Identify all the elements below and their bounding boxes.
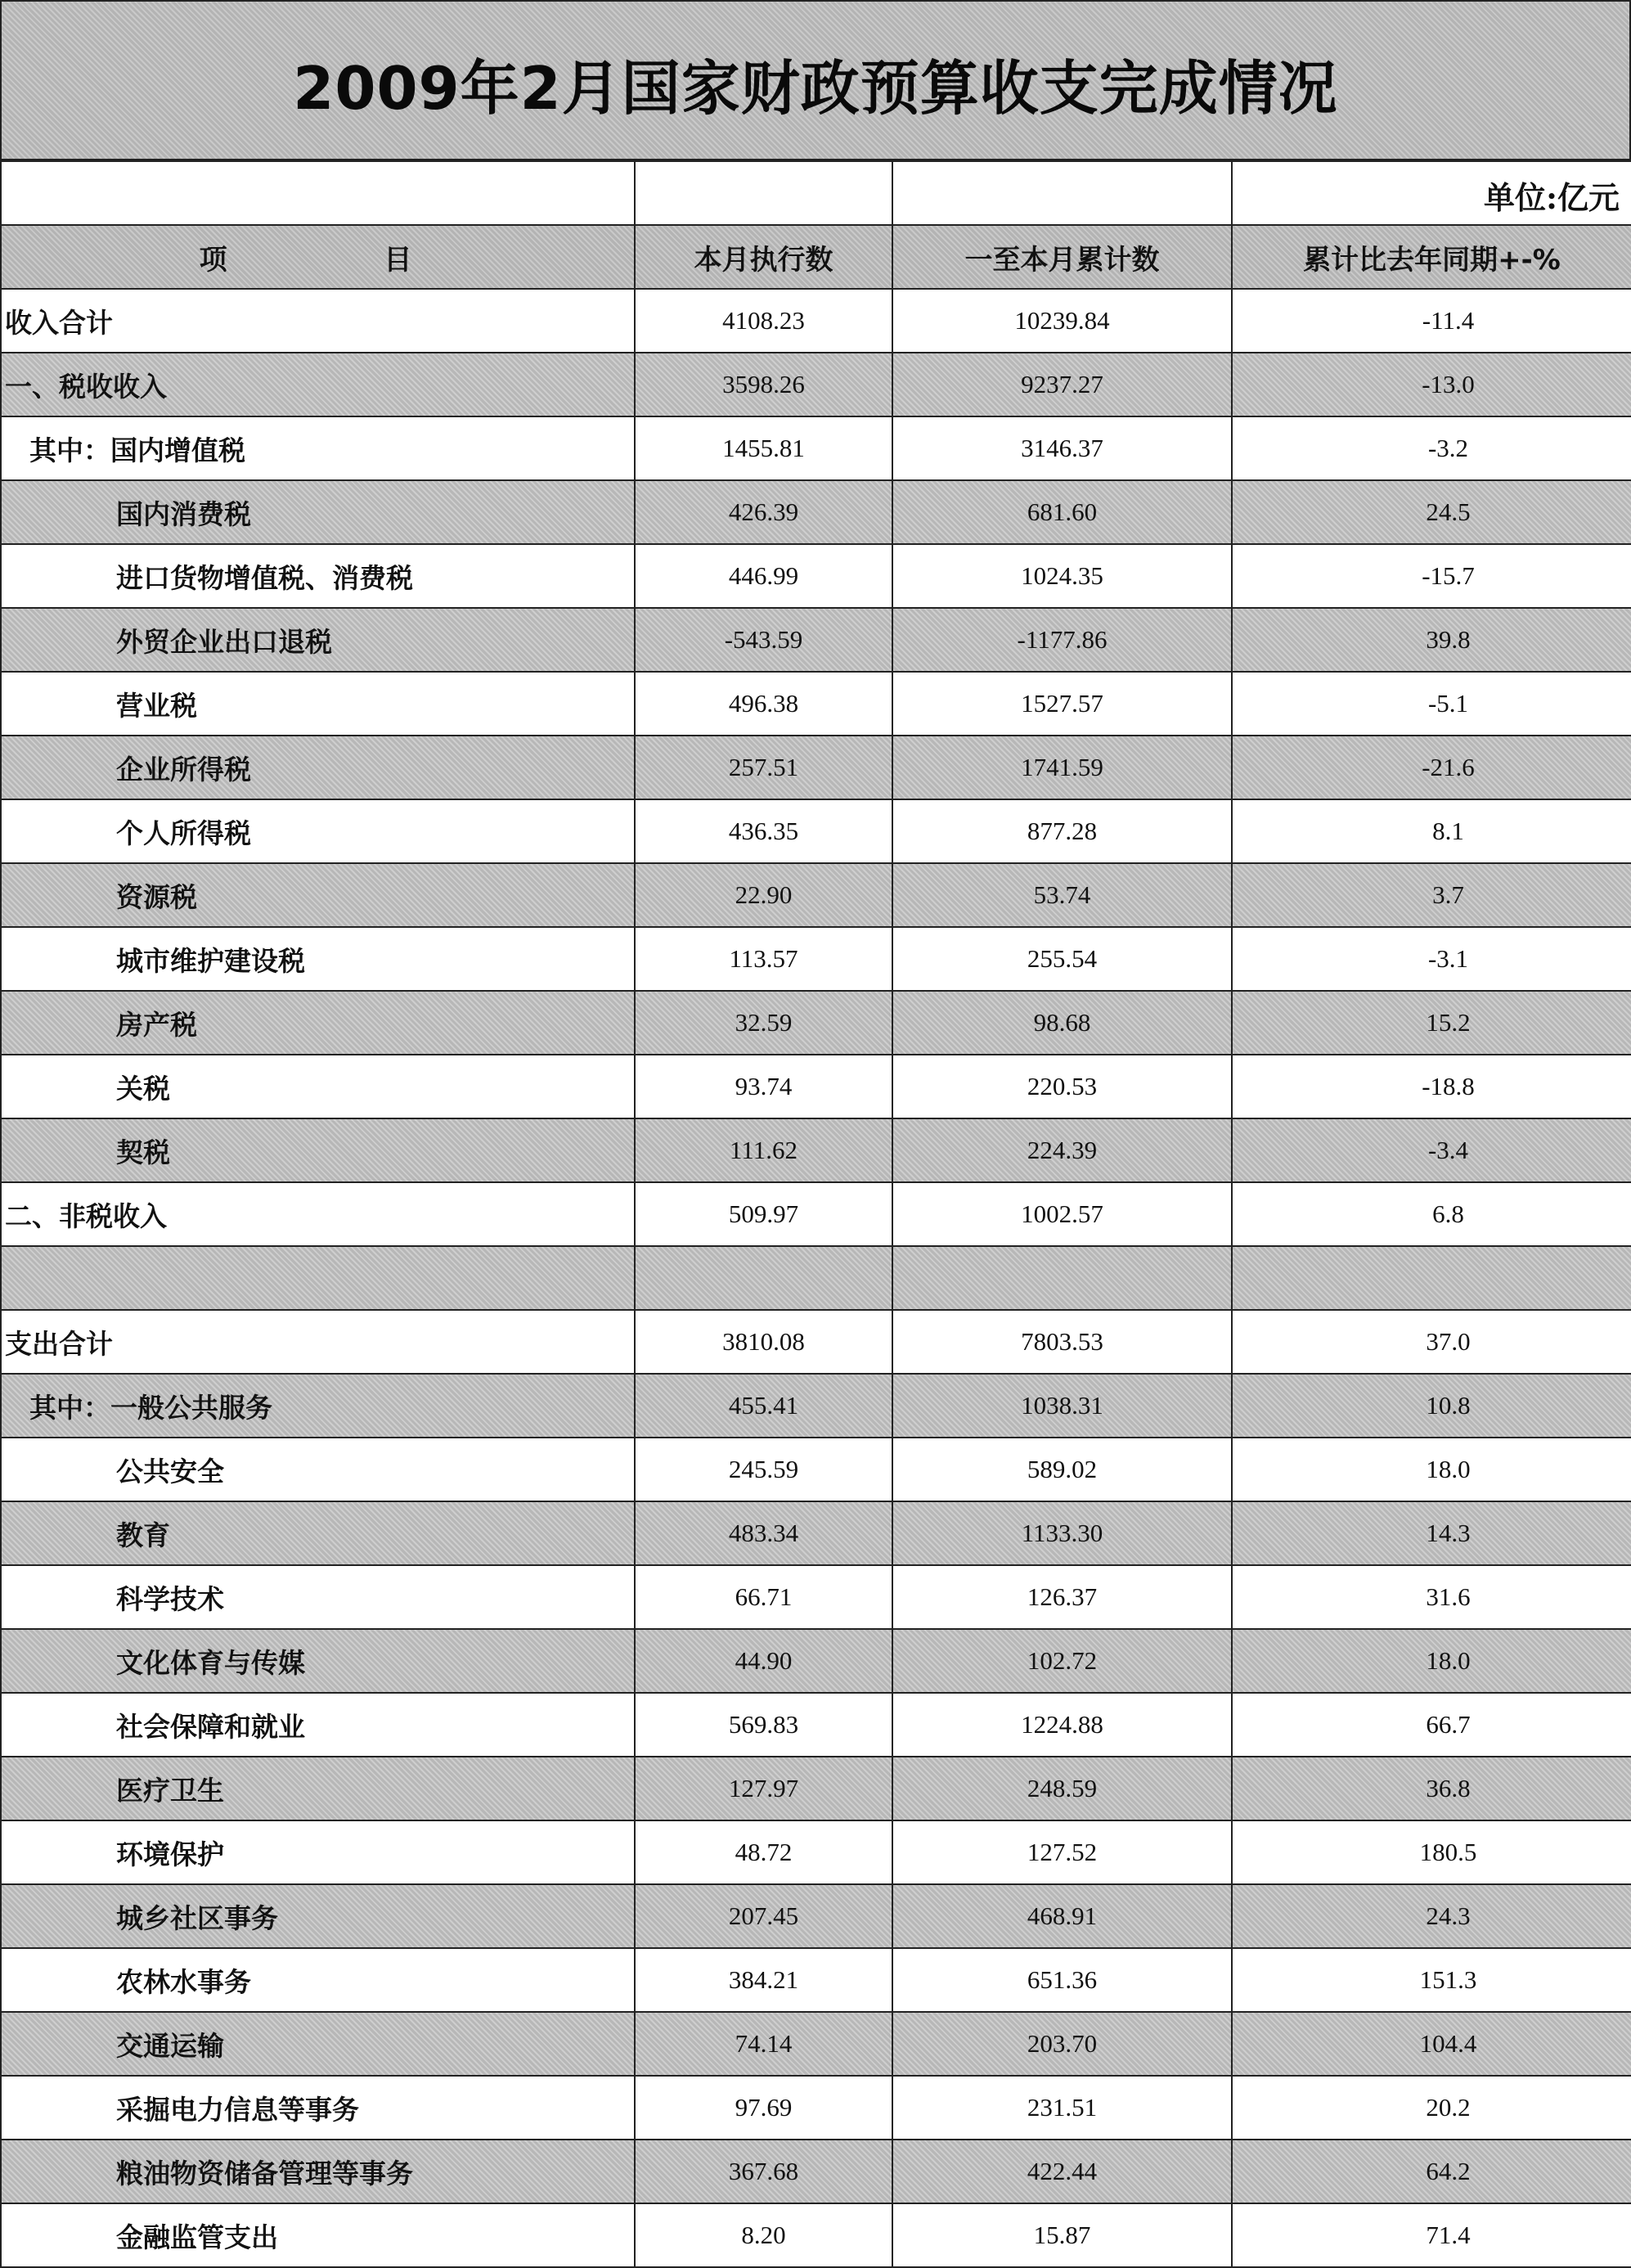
- row-cumulative-value: 1002.57: [892, 1182, 1232, 1246]
- table-row: [1, 289, 1631, 353]
- row-change-value: 14.3: [1232, 1501, 1631, 1565]
- row-month-value: 384.21: [635, 1948, 892, 2012]
- unit-label: 单位:亿元: [1232, 161, 1631, 225]
- row-change-value: -15.7: [1232, 544, 1631, 608]
- row-name: 国内消费税: [1, 480, 635, 544]
- row-name: 营业税: [1, 672, 635, 736]
- table-row: [1, 1310, 1631, 1374]
- row-month-value: 66.71: [635, 1565, 892, 1629]
- row-month-value: 496.38: [635, 672, 892, 736]
- row-change-value: 36.8: [1232, 1757, 1631, 1820]
- row-name: 其中：一般公共服务: [1, 1374, 635, 1438]
- row-cumulative-value: 877.28: [892, 799, 1232, 863]
- row-name: 文化体育与传媒: [1, 1629, 635, 1693]
- row-change-value: -3.4: [1232, 1118, 1631, 1182]
- row-month-value: 32.59: [635, 991, 892, 1055]
- row-cumulative-value: 589.02: [892, 1438, 1232, 1501]
- row-month-value: 436.35: [635, 799, 892, 863]
- unit-row-blank: [1, 161, 635, 225]
- row-month-value: 245.59: [635, 1438, 892, 1501]
- row-cumulative-value: 126.37: [892, 1565, 1232, 1629]
- row-month-value: 569.83: [635, 1693, 892, 1757]
- row-change-value: -5.1: [1232, 672, 1631, 736]
- row-cumulative-value: 10239.84: [892, 289, 1232, 353]
- row-cumulative-value: 651.36: [892, 1948, 1232, 2012]
- row-month-value: 127.97: [635, 1757, 892, 1820]
- row-change-value: 24.5: [1232, 480, 1631, 544]
- table-row: [1, 544, 1631, 608]
- row-cumulative-value: 3146.37: [892, 416, 1232, 480]
- row-change-value: 3.7: [1232, 863, 1631, 927]
- column-header-change: 累计比去年同期+-%: [1232, 225, 1631, 289]
- row-change-value: -11.4: [1232, 289, 1631, 353]
- unit-row-blank: [635, 161, 892, 225]
- row-change-value: 39.8: [1232, 608, 1631, 672]
- row-change-value: [1232, 1246, 1631, 1310]
- page-title: 2009年2月国家财政预算收支完成情况: [293, 54, 1338, 123]
- table-row: [1, 2140, 1631, 2203]
- row-name: 企业所得税: [1, 736, 635, 799]
- row-month-value: 3598.26: [635, 353, 892, 416]
- row-change-value: 71.4: [1232, 2203, 1631, 2267]
- row-month-value: 483.34: [635, 1501, 892, 1565]
- row-cumulative-value: 1224.88: [892, 1693, 1232, 1757]
- table-row: [1, 863, 1631, 927]
- row-name: 二、非税收入: [1, 1182, 635, 1246]
- row-cumulative-value: 203.70: [892, 2012, 1232, 2076]
- row-month-value: 93.74: [635, 1055, 892, 1118]
- row-change-value: 18.0: [1232, 1438, 1631, 1501]
- table-row: [1, 1948, 1631, 2012]
- row-name: 农林水事务: [1, 1948, 635, 2012]
- row-name: 教育: [1, 1501, 635, 1565]
- table-row: [1, 1757, 1631, 1820]
- row-month-value: 367.68: [635, 2140, 892, 2203]
- table-row: [1, 1118, 1631, 1182]
- row-cumulative-value: 1527.57: [892, 672, 1232, 736]
- row-name: 其中：国内增值税: [1, 416, 635, 480]
- row-month-value: 48.72: [635, 1820, 892, 1884]
- row-change-value: 37.0: [1232, 1310, 1631, 1374]
- row-month-value: 455.41: [635, 1374, 892, 1438]
- row-cumulative-value: 53.74: [892, 863, 1232, 927]
- row-cumulative-value: 98.68: [892, 991, 1232, 1055]
- table-row: [1, 1374, 1631, 1438]
- table-row: [1, 353, 1631, 416]
- row-cumulative-value: 224.39: [892, 1118, 1232, 1182]
- row-change-value: -21.6: [1232, 736, 1631, 799]
- row-month-value: 97.69: [635, 2076, 892, 2140]
- row-month-value: 44.90: [635, 1629, 892, 1693]
- table-row: [1, 480, 1631, 544]
- row-cumulative-value: [892, 1246, 1232, 1310]
- row-month-value: 3810.08: [635, 1310, 892, 1374]
- table-row: [1, 1501, 1631, 1565]
- table-row: [1, 1629, 1631, 1693]
- table-row: [1, 1884, 1631, 1948]
- table-row: [1, 799, 1631, 863]
- row-month-value: 426.39: [635, 480, 892, 544]
- row-month-value: 74.14: [635, 2012, 892, 2076]
- row-name: 一、税收收入: [1, 353, 635, 416]
- unit-row: [1, 161, 1631, 225]
- row-cumulative-value: 1133.30: [892, 1501, 1232, 1565]
- row-name: 公共安全: [1, 1438, 635, 1501]
- row-cumulative-value: 1741.59: [892, 736, 1232, 799]
- table-row: [1, 1565, 1631, 1629]
- row-cumulative-value: -1177.86: [892, 608, 1232, 672]
- row-name: 城市维护建设税: [1, 927, 635, 991]
- row-month-value: [635, 1246, 892, 1310]
- table-row: [1, 1182, 1631, 1246]
- row-name: 关税: [1, 1055, 635, 1118]
- row-name: 社会保障和就业: [1, 1693, 635, 1757]
- row-change-value: 10.8: [1232, 1374, 1631, 1438]
- row-name: 粮油物资储备管理等事务: [1, 2140, 635, 2203]
- unit-row-blank: [892, 161, 1232, 225]
- row-change-value: 64.2: [1232, 2140, 1631, 2203]
- row-month-value: 257.51: [635, 736, 892, 799]
- table-row: [1, 1820, 1631, 1884]
- table-row: [1, 736, 1631, 799]
- row-month-value: 207.45: [635, 1884, 892, 1948]
- row-change-value: -3.2: [1232, 416, 1631, 480]
- row-name: 收入合计: [1, 289, 635, 353]
- row-name: 科学技术: [1, 1565, 635, 1629]
- table-row: [1, 2203, 1631, 2267]
- row-month-value: 509.97: [635, 1182, 892, 1246]
- table-row: [1, 1246, 1631, 1310]
- row-month-value: 8.20: [635, 2203, 892, 2267]
- row-cumulative-value: 255.54: [892, 927, 1232, 991]
- table-row: [1, 608, 1631, 672]
- row-change-value: 104.4: [1232, 2012, 1631, 2076]
- row-cumulative-value: 681.60: [892, 480, 1232, 544]
- row-name: 进口货物增值税、消费税: [1, 544, 635, 608]
- row-month-value: -543.59: [635, 608, 892, 672]
- row-name: 契税: [1, 1118, 635, 1182]
- row-name: 支出合计: [1, 1310, 635, 1374]
- row-name: 环境保护: [1, 1820, 635, 1884]
- row-month-value: 113.57: [635, 927, 892, 991]
- row-change-value: 6.8: [1232, 1182, 1631, 1246]
- column-header-cumulative: 一至本月累计数: [892, 225, 1232, 289]
- row-cumulative-value: 231.51: [892, 2076, 1232, 2140]
- table-row: [1, 1693, 1631, 1757]
- row-month-value: 1455.81: [635, 416, 892, 480]
- row-cumulative-value: 102.72: [892, 1629, 1232, 1693]
- row-change-value: 18.0: [1232, 1629, 1631, 1693]
- row-name: 外贸企业出口退税: [1, 608, 635, 672]
- row-change-value: 31.6: [1232, 1565, 1631, 1629]
- row-change-value: -18.8: [1232, 1055, 1631, 1118]
- table-row: [1, 2076, 1631, 2140]
- row-cumulative-value: 422.44: [892, 2140, 1232, 2203]
- row-name: 金融监管支出: [1, 2203, 635, 2267]
- row-cumulative-value: 15.87: [892, 2203, 1232, 2267]
- table-row: [1, 1438, 1631, 1501]
- budget-table: [0, 160, 1631, 2268]
- row-name: 采掘电力信息等事务: [1, 2076, 635, 2140]
- table-row: [1, 416, 1631, 480]
- row-cumulative-value: 1024.35: [892, 544, 1232, 608]
- row-change-value: 151.3: [1232, 1948, 1631, 2012]
- row-name: 交通运输: [1, 2012, 635, 2076]
- row-name: 医疗卫生: [1, 1757, 635, 1820]
- row-change-value: 15.2: [1232, 991, 1631, 1055]
- row-month-value: 446.99: [635, 544, 892, 608]
- row-change-value: -3.1: [1232, 927, 1631, 991]
- row-change-value: 8.1: [1232, 799, 1631, 863]
- row-cumulative-value: 220.53: [892, 1055, 1232, 1118]
- column-header-month: 本月执行数: [635, 225, 892, 289]
- row-month-value: 22.90: [635, 863, 892, 927]
- row-change-value: 180.5: [1232, 1820, 1631, 1884]
- column-header-item: 项 目: [1, 225, 635, 289]
- row-month-value: 4108.23: [635, 289, 892, 353]
- row-name: 个人所得税: [1, 799, 635, 863]
- row-name: [1, 1246, 635, 1310]
- row-name: 城乡社区事务: [1, 1884, 635, 1948]
- row-name: 资源税: [1, 863, 635, 927]
- row-cumulative-value: 1038.31: [892, 1374, 1232, 1438]
- row-change-value: 66.7: [1232, 1693, 1631, 1757]
- table-row: [1, 2012, 1631, 2076]
- row-name: 房产税: [1, 991, 635, 1055]
- row-cumulative-value: 248.59: [892, 1757, 1232, 1820]
- table-row: [1, 1055, 1631, 1118]
- row-month-value: 111.62: [635, 1118, 892, 1182]
- row-change-value: -13.0: [1232, 353, 1631, 416]
- row-cumulative-value: 127.52: [892, 1820, 1232, 1884]
- row-cumulative-value: 468.91: [892, 1884, 1232, 1948]
- header-row: [1, 225, 1631, 289]
- row-cumulative-value: 9237.27: [892, 353, 1232, 416]
- table-row: [1, 927, 1631, 991]
- row-change-value: 20.2: [1232, 2076, 1631, 2140]
- row-cumulative-value: 7803.53: [892, 1310, 1232, 1374]
- table-row: [1, 991, 1631, 1055]
- row-change-value: 24.3: [1232, 1884, 1631, 1948]
- title-band: [0, 0, 1631, 160]
- table-row: [1, 672, 1631, 736]
